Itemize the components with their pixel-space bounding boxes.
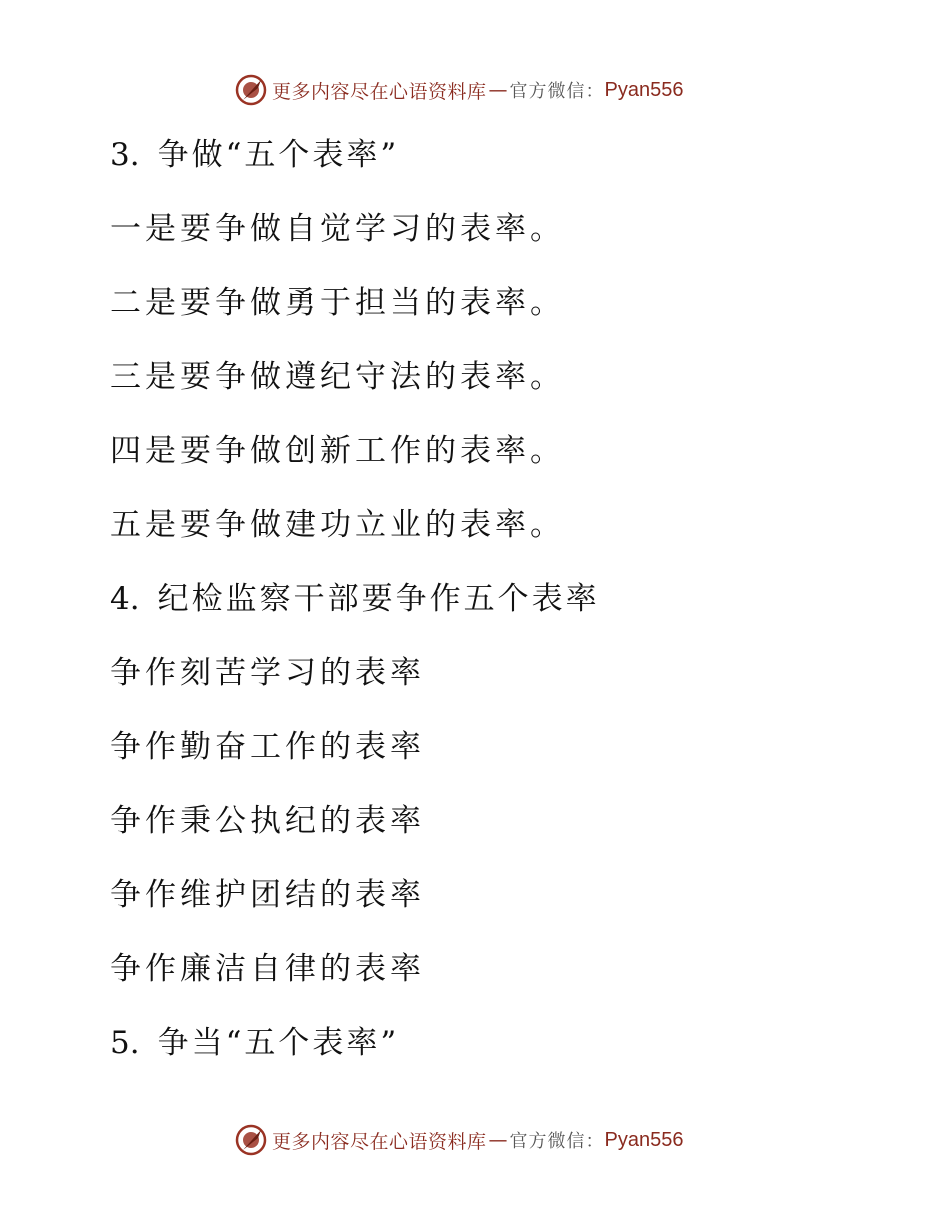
- watermark-text: 更多内容尽在心语资料库: [272, 1130, 487, 1153]
- section-heading-3: [110, 118, 870, 192]
- body-line: 五是要争做建功立业的表率。: [110, 507, 565, 543]
- section-title: 争做“五个表率”: [157, 137, 400, 173]
- body-line: 争作刻苦学习的表率: [110, 655, 425, 691]
- section-heading-5: [110, 1006, 870, 1080]
- watermark-wechat-id: Pyan556: [604, 78, 684, 101]
- watermark-official-label: 官方微信：: [509, 1131, 605, 1152]
- body-line: 争作勤奋工作的表率: [110, 729, 425, 765]
- header-watermark: [234, 72, 683, 108]
- document-body: [110, 118, 870, 1080]
- body-line: 一是要争做自觉学习的表率。: [110, 211, 565, 247]
- footer-watermark: [234, 1122, 683, 1158]
- quill-logo-icon: [234, 73, 268, 107]
- section-number: 5.: [110, 1025, 140, 1061]
- section-number: 3.: [110, 137, 140, 173]
- section-heading-4: [110, 562, 870, 636]
- watermark-dash: —: [488, 79, 508, 101]
- quill-logo-icon: [234, 1123, 268, 1157]
- section-title: 纪检监察干部要争作五个表率: [157, 581, 600, 617]
- watermark-dash: —: [488, 1129, 508, 1151]
- watermark-text: 更多内容尽在心语资料库: [272, 80, 487, 103]
- body-line: 争作维护团结的表率: [110, 877, 425, 913]
- body-line: 三是要争做遵纪守法的表率。: [110, 359, 565, 395]
- body-line: 争作秉公执纪的表率: [110, 803, 425, 839]
- watermark-official-label: 官方微信：: [509, 81, 605, 102]
- body-line: 四是要争做创新工作的表率。: [110, 433, 565, 469]
- section-title: 争当“五个表率”: [157, 1025, 400, 1061]
- section-number: 4.: [110, 581, 140, 617]
- body-line: 争作廉洁自律的表率: [110, 951, 425, 987]
- body-line: 二是要争做勇于担当的表率。: [110, 285, 565, 321]
- watermark-wechat-id: Pyan556: [604, 1128, 684, 1151]
